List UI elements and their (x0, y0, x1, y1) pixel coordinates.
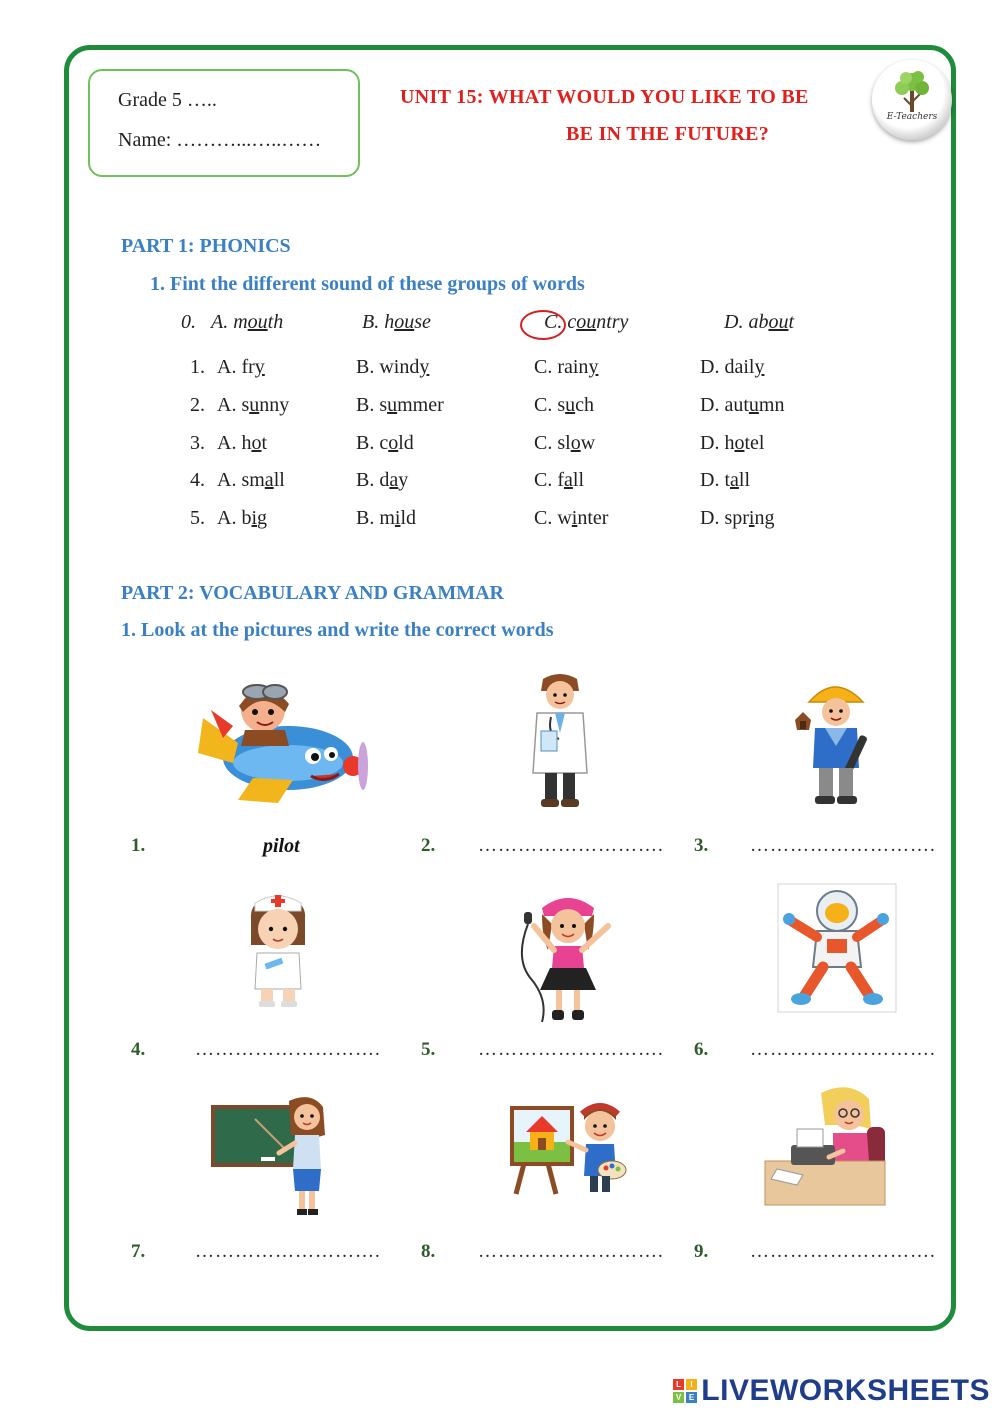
example-option-b[interactable]: B. house (362, 311, 431, 333)
question-number: 2. (190, 394, 205, 416)
item-number: 1. (131, 835, 146, 856)
item-number: 7. (131, 1241, 146, 1262)
painter-icon (506, 1098, 630, 1198)
option-b[interactable]: B. day (356, 469, 409, 491)
part2-instruction: 1. Look at the pictures and write the correct words (121, 619, 554, 641)
singer-icon (512, 890, 622, 1028)
option-b[interactable]: B. windy (356, 356, 430, 378)
tree-icon (872, 60, 952, 140)
question-number: 5. (190, 507, 205, 529)
answer-field[interactable]: ………………………. (750, 835, 936, 856)
writer-typewriter-icon (763, 1085, 887, 1211)
answer-field[interactable]: ………………………. (750, 1039, 936, 1060)
answer-field[interactable]: ………………………. (478, 1241, 664, 1262)
answer-field[interactable]: ………………………. (195, 1039, 381, 1060)
question-number: 3. (190, 432, 205, 454)
unit-title-line2: BE IN THE FUTURE? (566, 123, 770, 145)
option-a[interactable]: A. big (217, 507, 268, 529)
e-teachers-logo (872, 60, 952, 140)
option-b[interactable]: B. mild (356, 507, 417, 529)
answer-field[interactable]: pilot (263, 835, 300, 857)
part1-heading: PART 1: PHONICS (121, 235, 291, 257)
item-number: 2. (421, 835, 436, 856)
grade-field[interactable]: Grade 5 ….. (118, 89, 217, 111)
option-d[interactable]: D. hotel (700, 432, 765, 454)
logo-text: E-Teachers (886, 112, 938, 122)
brand-text: LIVEWORKSHEETS (701, 1374, 990, 1407)
item-number: 6. (694, 1039, 709, 1060)
nurse-icon (243, 889, 313, 1009)
builder-icon (785, 676, 885, 808)
answer-field[interactable]: ………………………. (478, 1039, 664, 1060)
option-d[interactable]: D. tall (700, 469, 751, 491)
part2-heading: PART 2: VOCABULARY AND GRAMMAR (121, 582, 504, 604)
option-d[interactable]: D. daily (700, 356, 765, 378)
option-c[interactable]: C. such (534, 394, 595, 416)
example-number: 0. (181, 311, 196, 333)
option-d[interactable]: D. spring (700, 507, 775, 529)
unit-title-line1: UNIT 15: WHAT WOULD YOU LIKE TO BE (400, 86, 809, 108)
doctor-icon (525, 673, 595, 809)
option-c[interactable]: C. slow (534, 432, 596, 454)
astronaut-icon (777, 883, 897, 1013)
example-option-d[interactable]: D. about (724, 311, 795, 333)
option-c[interactable]: C. rainy (534, 356, 599, 378)
example-option-a[interactable]: A. mouth (211, 311, 284, 333)
item-number: 8. (421, 1241, 436, 1262)
option-a[interactable]: A. small (217, 469, 285, 491)
option-d[interactable]: D. autumn (700, 394, 785, 416)
option-a[interactable]: A. hot (217, 432, 268, 454)
item-number: 9. (694, 1241, 709, 1262)
answer-field[interactable]: ………………………. (195, 1241, 381, 1262)
student-info-box (88, 69, 360, 177)
answer-field[interactable]: ………………………. (750, 1241, 936, 1262)
item-number: 5. (421, 1039, 436, 1060)
example-option-c[interactable]: C. country (544, 311, 629, 333)
pilot-plane-icon (193, 668, 373, 808)
option-c[interactable]: C. fall (534, 469, 585, 491)
option-a[interactable]: A. sunny (217, 394, 290, 416)
question-number: 4. (190, 469, 205, 491)
teacher-icon (211, 1095, 337, 1219)
item-number: 4. (131, 1039, 146, 1060)
liveworksheets-brand (673, 1374, 990, 1408)
option-b[interactable]: B. summer (356, 394, 444, 416)
option-c[interactable]: C. winter (534, 507, 609, 529)
liveworksheets-logo-icon: L I V E (673, 1379, 697, 1403)
name-field[interactable]: Name: ………...…..…… (118, 129, 322, 151)
answer-field[interactable]: ………………………. (478, 835, 664, 856)
part1-instruction: 1. Fint the different sound of these groups of words (150, 273, 585, 295)
option-b[interactable]: B. cold (356, 432, 414, 454)
question-number: 1. (190, 356, 205, 378)
item-number: 3. (694, 835, 709, 856)
option-a[interactable]: A. fry (217, 356, 265, 378)
